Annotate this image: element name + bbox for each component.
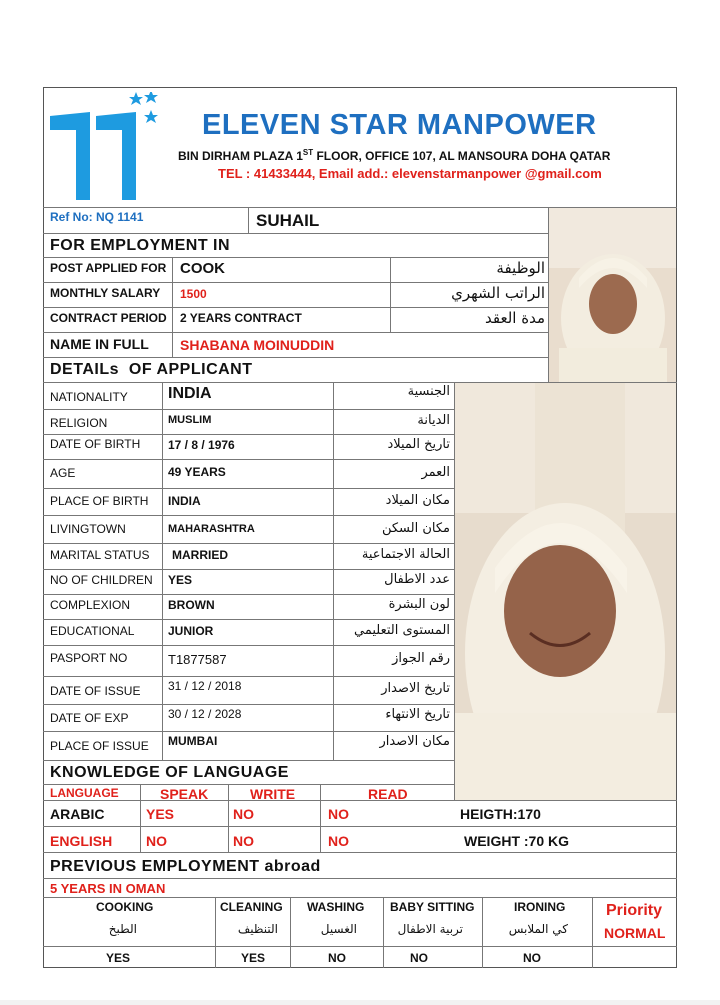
skill-arabic: الغسيل bbox=[320, 922, 357, 936]
agent-name: SUHAIL bbox=[256, 211, 320, 230]
employment-heading: FOR EMPLOYMENT IN bbox=[50, 237, 231, 254]
lang-name: ENGLISH bbox=[50, 833, 113, 849]
lang-header: SPEAK bbox=[160, 786, 209, 802]
detail-arabic: تاريخ الميلاد bbox=[387, 437, 450, 452]
priority-value: NORMAL bbox=[604, 925, 666, 941]
skill-value: NO bbox=[523, 951, 541, 965]
applicant-photo-small bbox=[549, 208, 676, 382]
divider bbox=[43, 307, 548, 308]
divider bbox=[43, 543, 454, 544]
detail-arabic: رقم الجواز bbox=[392, 651, 450, 666]
divider bbox=[482, 897, 483, 968]
skill-arabic: تربية الاطفال bbox=[397, 922, 463, 936]
detail-arabic: تاريخ الانتهاء bbox=[385, 707, 450, 722]
top-bar bbox=[0, 0, 720, 30]
details-heading bbox=[50, 361, 253, 379]
salary-arabic: الراتب الشهري bbox=[451, 284, 545, 302]
divider bbox=[43, 645, 454, 646]
detail-value: YES bbox=[168, 573, 193, 587]
address-part: BIN DIRHAM PLAZA 1 bbox=[178, 149, 303, 163]
divider bbox=[43, 760, 454, 761]
post-arabic: الوظيفة bbox=[496, 259, 545, 277]
divider bbox=[43, 357, 548, 358]
detail-value: JUNIOR bbox=[168, 624, 214, 638]
previous-heading bbox=[50, 858, 321, 876]
detail-label: EDUCATIONAL bbox=[50, 624, 135, 638]
detail-arabic: مكان الميلاد bbox=[385, 493, 450, 508]
divider bbox=[140, 784, 141, 852]
previous-heading-rest: abroad bbox=[264, 858, 321, 875]
divider bbox=[43, 852, 677, 853]
detail-value: MUMBAI bbox=[168, 734, 218, 748]
priority-label: Priority bbox=[606, 902, 663, 919]
lang-header: LANGUAGE bbox=[50, 786, 119, 800]
divider bbox=[43, 826, 677, 827]
detail-value: BROWN bbox=[168, 598, 215, 612]
detail-arabic: مكان الاصدار bbox=[379, 734, 450, 749]
detail-value: 30 / 12 / 2028 bbox=[168, 707, 242, 721]
detail-arabic: تاريخ الاصدار bbox=[381, 681, 450, 696]
address-part: FLOOR, OFFICE 107, AL MANSOURA DOHA QATAR bbox=[313, 149, 611, 163]
detail-label: PLACE OF ISSUE bbox=[50, 739, 149, 753]
lang-write: NO bbox=[233, 806, 254, 822]
detail-value: 49 YEARS bbox=[168, 465, 226, 479]
divider bbox=[390, 257, 391, 332]
address-sup: ST bbox=[302, 148, 314, 157]
detail-value: T1877587 bbox=[168, 652, 227, 667]
divider bbox=[43, 619, 454, 620]
salary-value: 1500 bbox=[180, 287, 207, 301]
height-value: HEIGTH:170 bbox=[460, 806, 541, 822]
detail-arabic: الحالة الاجتماعية bbox=[361, 547, 450, 562]
detail-value: INDIA bbox=[168, 494, 201, 508]
divider bbox=[43, 233, 548, 234]
skill-arabic: التنظيف bbox=[237, 922, 278, 936]
detail-value: MUSLIM bbox=[168, 414, 212, 426]
divider bbox=[320, 784, 321, 852]
detail-arabic: مكان السكن bbox=[381, 521, 450, 536]
detail-arabic: الجنسية bbox=[407, 384, 450, 399]
company-name: ELEVEN STAR MANPOWER bbox=[202, 109, 597, 141]
contract-value: 2 YEARS CONTRACT bbox=[180, 311, 302, 325]
skill-label: CLEANING bbox=[220, 900, 283, 914]
skill-value: YES bbox=[241, 951, 266, 965]
detail-label: NO OF CHILDREN bbox=[50, 573, 153, 587]
detail-label: RELIGION bbox=[50, 416, 108, 430]
detail-label: COMPLEXION bbox=[50, 598, 131, 612]
details-heading-main: DETAILs bbox=[50, 361, 119, 378]
applicant-photo-large bbox=[455, 383, 676, 800]
contract-label: CONTRACT PERIOD bbox=[50, 311, 167, 325]
detail-arabic: لون البشرة bbox=[388, 597, 450, 612]
detail-label: DATE OF ISSUE bbox=[50, 684, 141, 698]
divider bbox=[43, 676, 454, 677]
skill-arabic: الطبخ bbox=[108, 922, 137, 936]
lang-speak: NO bbox=[146, 833, 167, 849]
company-contact: TEL : 41433444, Email add.: elevenstarmanpower @gmail.com bbox=[218, 166, 602, 181]
photo-image bbox=[549, 208, 676, 382]
lang-name: ARABIC bbox=[50, 806, 105, 822]
divider bbox=[43, 704, 454, 705]
divider bbox=[592, 897, 593, 968]
skill-arabic: كي الملابس bbox=[508, 922, 568, 936]
detail-label: NATIONALITY bbox=[50, 390, 128, 404]
salary-label: MONTHLY SALARY bbox=[50, 286, 161, 300]
divider bbox=[43, 897, 677, 898]
detail-arabic: عدد الاطفال bbox=[384, 572, 450, 587]
divider bbox=[43, 878, 677, 879]
previous-experience: 5 YEARS IN OMAN bbox=[50, 881, 166, 896]
detail-label: DATE OF EXP bbox=[50, 711, 129, 725]
divider bbox=[43, 459, 454, 460]
divider bbox=[43, 731, 454, 732]
lang-read: NO bbox=[328, 806, 349, 822]
divider bbox=[43, 409, 454, 410]
divider bbox=[43, 282, 548, 283]
detail-value: 17 / 8 / 1976 bbox=[168, 438, 235, 452]
divider bbox=[172, 257, 173, 357]
lang-header: READ bbox=[368, 786, 408, 802]
fullname-label: NAME IN FULL bbox=[50, 336, 149, 352]
detail-label: AGE bbox=[50, 466, 76, 480]
fullname-value: SHABANA MOINUDDIN bbox=[180, 337, 335, 353]
detail-arabic: المستوى التعليمي bbox=[354, 623, 450, 638]
divider bbox=[43, 784, 454, 785]
post-label: POST APPLIED FOR bbox=[50, 261, 167, 275]
divider bbox=[454, 382, 455, 800]
lang-write: NO bbox=[233, 833, 254, 849]
detail-label: PLACE OF BIRTH bbox=[50, 494, 149, 508]
photo-image bbox=[455, 383, 676, 800]
detail-label: PASPORT NO bbox=[50, 651, 128, 665]
divider bbox=[383, 897, 384, 968]
divider bbox=[43, 434, 454, 435]
divider bbox=[215, 897, 216, 968]
skill-value: NO bbox=[328, 951, 346, 965]
divider bbox=[228, 784, 229, 852]
divider bbox=[43, 569, 454, 570]
divider bbox=[43, 800, 677, 801]
detail-label: MARITAL STATUS bbox=[50, 548, 150, 562]
skill-label: WASHING bbox=[307, 900, 365, 914]
divider bbox=[43, 946, 677, 947]
detail-arabic: العمر bbox=[421, 465, 450, 480]
skill-label: IRONING bbox=[514, 900, 566, 914]
divider bbox=[43, 257, 548, 258]
divider bbox=[43, 594, 454, 595]
detail-value: 31 / 12 / 2018 bbox=[168, 679, 242, 693]
detail-arabic: الديانة bbox=[417, 413, 450, 428]
detail-value: MARRIED bbox=[172, 548, 228, 562]
language-heading: KNOWLEDGE OF LANGUAGE bbox=[50, 764, 289, 781]
lang-speak: YES bbox=[146, 806, 175, 822]
details-heading-rest: OF APPLICANT bbox=[128, 361, 253, 378]
skill-label: BABY SITTING bbox=[390, 900, 475, 914]
divider bbox=[43, 332, 548, 333]
lang-header: WRITE bbox=[250, 786, 296, 802]
previous-heading-main: PREVIOUS EMPLOYMENT bbox=[50, 858, 260, 875]
contract-arabic: مدة العقد bbox=[485, 309, 545, 327]
divider bbox=[248, 207, 249, 233]
divider bbox=[290, 897, 291, 968]
detail-label: DATE OF BIRTH bbox=[50, 437, 141, 451]
ref-number: Ref No: NQ 1141 bbox=[50, 210, 144, 224]
detail-value: MAHARASHTRA bbox=[168, 523, 255, 535]
divider bbox=[43, 488, 454, 489]
weight-value: WEIGHT :70 KG bbox=[464, 833, 570, 849]
skill-value: YES bbox=[106, 951, 131, 965]
detail-label: LIVINGTOWN bbox=[50, 522, 126, 536]
skill-label: COOKING bbox=[96, 900, 154, 914]
post-value: COOK bbox=[180, 260, 225, 277]
divider bbox=[43, 515, 454, 516]
lang-read: NO bbox=[328, 833, 349, 849]
detail-value: INDIA bbox=[168, 385, 212, 402]
skill-value: NO bbox=[410, 951, 428, 965]
